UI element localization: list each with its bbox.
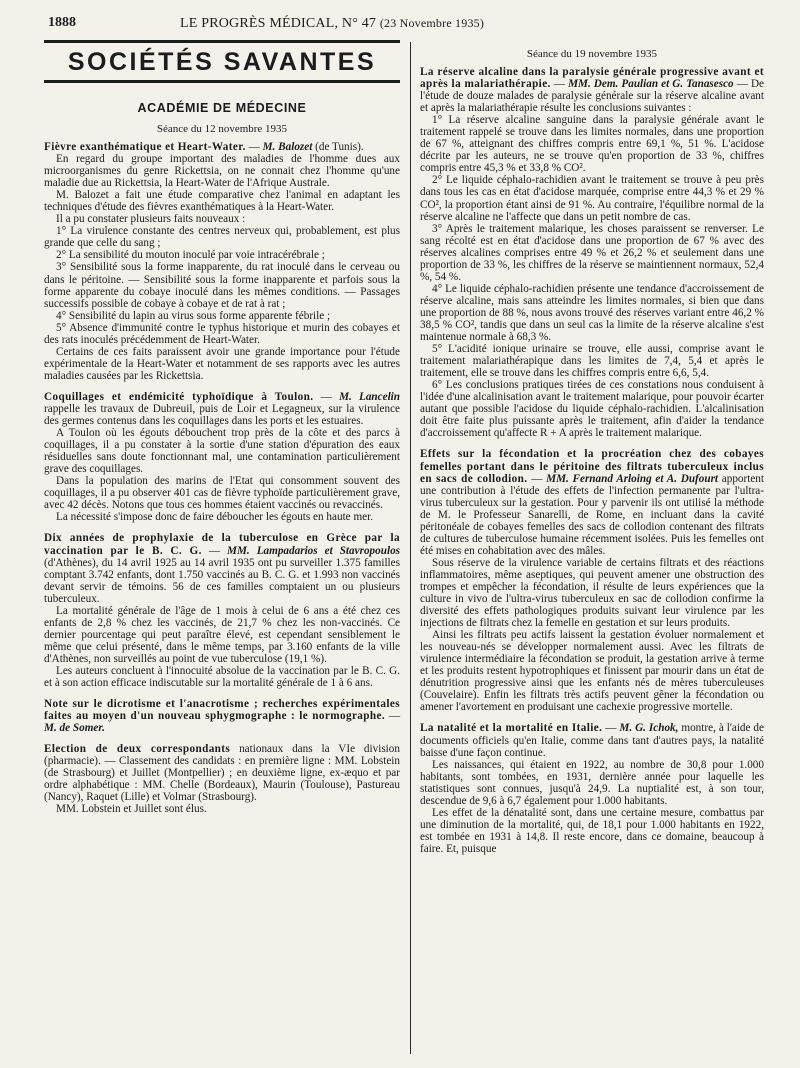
article-paragraph: M. Balozet a fait une étude comparative chez l'animal en adaptant les techniques d'étude des fièvres exanthématiques à la Heart-Water. [44,189,400,214]
article-heading: La réserve alcaline dans la paralysie générale progressive avant et après la malariathérapie. [420,66,764,91]
article-heading: Coquillages et endémicité typhoïdique à Toulon. [44,390,314,403]
article [44,698,400,734]
article-paragraph: 6° Les conclusions pratiques tirées de ces constations nous conduisent à l'idée d'une alcalinisation avant le traitement malarique, pour pouvoir écarter autant que possible l'acidose du liquide céphalo-rachidien. L'alcalinisation doit être faite plus puissante après le traitement, afin d'aider la tendance d'accroissement qu'affecte R + A après le traitement malarique. [420,379,764,440]
article-author: MM. Dem. Paulian et G. Tanasesco [568,78,734,91]
article-paragraph: 2° La sensibilité du mouton inoculé par voie intracérébrale ; [56,249,325,262]
article-lead [420,722,764,758]
article-lead [420,448,764,556]
article-paragraph: 5° Absence d'immunité contre le typhus historique et murin des cobayes et des rats inoculés précédemment de Heart-Water. [44,321,400,346]
section-title: SOCIÉTÉS SAVANTES [67,48,377,76]
article-lead [420,66,764,114]
article-paragraph: Les naissances, qui étaient en 1922, au nombre de 30,8 pour 1.000 habitants, sont tombées, en 1931, dernière année pour laquelle les statistiques sont connues, jusqu'à 24,9. La nuptialité est, à son tour, descendue de 9,6 à 6,7 également pour 1.000 habitants. [420,758,764,807]
article-author: M. Lancelin [339,390,401,403]
article-lead-text: (d'Athènes), du 14 avril 1925 au 14 avril 1935 ont pu surveiller 1.375 familles comptant 3.742 enfants, dont 1.750 vaccinés au B. C. G. et 1.993 non vaccinés devant servir de témoins. 56 de ces familles comptaient un ou plusieurs tuberculeux. [44,556,400,605]
article-paragraph: Les auteurs concluent à l'innocuité absolue de la vaccination par le B. C. G. et à son action efficace indiscutable sur la mortalité générale de 1 à 6 ans. [44,664,400,690]
journal-title [180,14,484,33]
article-lead [44,141,400,153]
session-date: Séance du 19 novembre 1935 [526,48,658,60]
article-heading: La natalité et la mortalité en Italie. [420,722,603,735]
article [44,532,400,689]
article [420,448,764,713]
article-lead-text: rappelle les travaux de Dubreuil, puis de Loir et Legagneux, sur la virulence des germes contenus dans les coquillages dans les ports et les estuaires. [44,402,400,428]
article [44,743,400,815]
article-paragraph: La nécessité s'impose donc de faire déboucher les égouts en haute mer. [56,511,374,524]
section-banner [44,40,400,83]
article-paragraph: Certains de ces faits paraissent avoir une grande importance pour l'étude expérimentale de la Heart-Water et notamment de ses rapports avec les autres maladies causées par les Rickettsia. [44,345,400,382]
article-lead-text: (de Tunis). [312,141,364,153]
article-lead [44,532,400,604]
article-separator: — [602,722,620,735]
article-heading: Election de deux correspondants [44,743,231,756]
article-paragraph: 3° Après le traitement malarique, les choses paraissent se renverser. Le sang récolté est en état d'acidose dans une proportion de 67 % avec des réserves alcalines comprises entre 49 % et 26,2 % et seulement dans une proportion de 33 %, les chiffres de la réserve se maintiennent normaux, 52,4 %, 54 %. [420,222,764,283]
article-paragraph: Dans la population des marins de l'Etat qui consomment souvent des coquillages, il a pu observer 401 cas de fièvre typhoïde particulièrement grave, avec 42 décès. Notons que tous ces hommes étaient vaccinés ou revaccinés. [44,475,400,512]
article-separator: — [201,544,228,557]
article-heading: Effets sur la fécondation et la procréation chez des cobayes femelles portant dans le péritoine des filtrats tuberculeux inclus en sacs de collodion. [420,448,764,485]
article-paragraph: 1° La virulence constante des centres nerveux qui, probablement, est plus grande que celle du sang ; [44,225,400,250]
article-paragraph: 3° Sensibilité sous la forme inapparente, du rat inoculé dans le cerveau ou dans le péritoine. — Sensibilité sous la forme inapparente et parfois sous la forme apparente du cobaye inoculé dans les mêmes conditions. — Passages successifs possible de cobaye à cobaye et de rat à rat ; [44,261,400,310]
article-separator: — [313,390,340,403]
article-heading: Fièvre exanthématique et Heart-Water. [44,141,246,153]
article [44,141,400,382]
article-author: M. de Somer. [44,722,105,735]
article-lead-text: — De l'étude de douze malades de paralysie générale sur la réserve alcaline avant et après la malariathérapie résulte les conclusions suivantes : [420,78,764,115]
article-paragraph: En regard du groupe important des maladies de l'homme dues aux microorganismes du genre Rickettsia, on ne connait chez l'homme qu'une maladie due au Rickettsia, la Heart-Water de l'Afrique Australe. [44,153,400,190]
article-separator: — [550,78,569,91]
article-lead [44,743,400,803]
academy-heading: ACADÉMIE DE MÉDECINE [137,101,307,115]
article-paragraph: MM. Lobstein et Juillet sont élus. [56,803,207,816]
article-paragraph: A Toulon où les égouts débouchent trop près de la côte et des parcs à coquillages, il a pu constater à la sortie d'une station d'épuration des eaux résiduelles sans doute fonctionnant mal, une contamination particulièrement grave des coquillages. [44,427,400,476]
session-date: Séance du 12 novembre 1935 [156,123,288,135]
article-author: MM. Lampadarios et Stavropoulos [227,544,401,557]
article-paragraph: 2° Le liquide céphalo-rachidien avant le traitement se trouve à peu près dans tous les cas en état d'acidose marquée, comprise entre 44,3 % et 29 % CO², la proportion étant ainsi de 91 %. Au contraire, l'équilibre normal de la réserve alcaline ne l'affecte que dans un petit nombre de cas. [420,174,764,223]
article-separator: — [245,141,263,153]
page-number: 1888 [48,15,76,30]
right-column [420,40,764,864]
article [420,66,764,439]
article-paragraph: 4° Sensibilité du lapin au virus sous forme apparente fébrile ; [56,309,331,322]
article-paragraph: Sous réserve de la virulence variable de certains filtrats et des réactions inflammatoires, même aseptiques, qui peuvent amener une obstruction des trompes et empêcher la fécondation, il résulte de leurs expériences que la culture in vivo de l'ultra-virus tuberculeux en sac de collodion confirme la diversité des effets pathologiques produits suivant leur virulence par les injections de filtrats chez la femelle en gestation et sur leurs produits. [420,556,764,630]
article-author: MM. Fernand Arloing et A. Dufourt [546,472,719,485]
article [44,391,400,524]
column-divider [410,42,411,1054]
article-paragraph: La mortalité générale de l'âge de 1 mois à celui de 6 ans a été chez ces enfants de 2,8 % chez les vaccinés, de 21,7 % chez les non-vaccinés. Ce dernier pourcentage qui peut paraître élevé, est cependant sensiblement le même que celui présenté, dans le même temps, par 3.160 enfants de la ville d'Athènes, non surveillés au point de vue tuberculose (19,1 %). [44,604,400,665]
left-column [44,40,400,824]
article [420,722,764,855]
article-heading: Note sur le dicrotisme et l'anacrotisme ; recherches expérimentales faites au moyen d'un nouveau sphygmographe : le normographe. [44,698,400,723]
article-separator: — [527,472,547,485]
page-header [48,14,760,32]
article-heading: Dix années de prophylaxie de la tuberculose en Grèce par la vaccination par le B. C. G. [44,532,400,557]
article-author: M. G. Ichok, [619,722,679,735]
article-lead-text: apportent une contribution à l'étude des effets de l'infection permanente par l'ultra-virus tuberculeux sur la gestation. Pour y parvenir ils ont utilisé la méthode de M. le Professeur Sanarelli, de Rome, en incluant dans la cavité péritonéale de cobayes femelles des sacs de collodion contenant des filtrats de cultures de tuberculose humaine récemment isolées. Puis les femelles ont été mises en cohabitation avec des mâles. [420,472,765,557]
article-lead-text: montre, à l'aide de documents officiels qu'en Italie, comme dans tant d'autres pays, la natalité baisse d'une façon continue. [420,722,764,759]
article-lead [44,698,400,734]
article-separator: — [385,710,400,723]
article-lead [44,391,400,427]
article-paragraph: Ainsi les filtrats peu actifs laissent la gestation évoluer normalement et les nouveau-nés se développer normalement aussi. Avec les filtrats de virulence intermédiaire la fécondation se produit, la gestation arrive à terme et les produits restent hypotrophiques et finissent par mourir dans un état de dénutrition progressive ainsi que les enfants nés de mères tuberculeuses (Couvelaire). Enfin les filtrats très actifs peuvent gêner la fécondation ou amener l'avortement en produisant une cachexie progressive mortelle. [420,629,764,714]
article-paragraph: 1° La réserve alcaline sanguine dans la paralysie générale avant le traitement rappelé se trouve dans les limites normales, dans une proportion de 67 %, atteignant des chiffres compris entre 69,1 %, 51 %. L'acidose décrite par les auteurs, ne se trouve qu'en proportion de 33 %, chiffres compris entre 45,3 % et 33,8 % CO². [420,114,764,175]
article-paragraph: Il a pu constater plusieurs faits nouveaux : [56,213,246,226]
article-lead-text: nationaux dans la VIe division (pharmacie). — Classement des candidats : en première ligne : MM. Lobstein (de Strasbourg) et Juillet (Montpellier) ; en deuxième ligne, ex-æquo et par ordre alphabétique : MM. Chelle (Bordeaux), Maurin (Toulouse), Pastureau (Nancy), Raquet (Lille) et Volmar (Strasbourg). [44,743,400,804]
article-paragraph: Les effet de la dénatalité sont, dans une certaine mesure, combattus par une diminution de la mortalité, qui, de 18,1 pour 1.000 habitants en 1922, est tombée en 1931 à 14,8. Il reste encore, dans ce domaine, beaucoup à faire. Et, puisque [420,806,764,855]
article-paragraph: 4° Le liquide céphalo-rachidien présente une tendance d'accroissement de réserve alcaline, mais sans atteindre les limites normales, si bien que dans une proportion de 88 %, nous avons trouvé des réserves variant entre 46,2 % 38,5 % CO², tandis que dans un seul cas la limite de la réserve alcaline s'est maintenue normale à 68,3 %. [420,282,764,344]
issue-date: (23 Novembre 1935) [379,16,485,30]
article-author: M. Balozet [262,141,313,153]
journal-name: LE PROGRÈS MÉDICAL, N° 47 [180,16,377,31]
article-paragraph: 5° L'acidité ionique urinaire se trouve, elle aussi, comprise avant le traitement malariathérapique dans les limites de 7,4, 5,4 et après le traitement, elle se trouve dans les chiffres compris entre 6,6, 5,4. [420,343,764,380]
